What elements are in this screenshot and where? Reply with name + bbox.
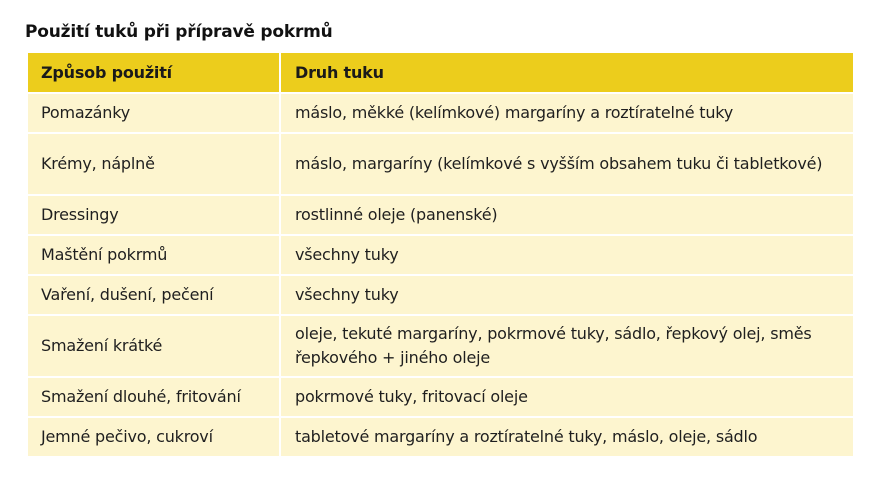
table-title: Použití tuků při přípravě pokrmů bbox=[25, 22, 333, 42]
fat-cell: rostlinné oleje (panenské) bbox=[281, 196, 853, 236]
method-cell: Dressingy bbox=[28, 196, 281, 236]
method-cell: Smažení dlouhé, fritování bbox=[28, 378, 281, 418]
table-row bbox=[28, 276, 853, 316]
table-row bbox=[28, 94, 853, 134]
table-header-row bbox=[28, 53, 853, 94]
header-fat-type: Druh tuku bbox=[281, 53, 853, 94]
method-cell: Smažení krátké bbox=[28, 316, 281, 378]
table-row bbox=[28, 316, 853, 378]
header-method: Způsob použití bbox=[28, 53, 281, 94]
fat-cell: tabletové margaríny a roztíratelné tuky, máslo, oleje, sádlo bbox=[281, 418, 853, 456]
table-row bbox=[28, 196, 853, 236]
fat-cell: oleje, tekuté margaríny, pokrmové tuky, sádlo, řepkový olej, směs řepkového + jiného oleje bbox=[281, 316, 853, 378]
table-row bbox=[28, 134, 853, 196]
fat-cell: všechny tuky bbox=[281, 276, 853, 316]
table-row bbox=[28, 378, 853, 418]
table-row bbox=[28, 418, 853, 456]
method-cell: Maštění pokrmů bbox=[28, 236, 281, 276]
fat-cell: pokrmové tuky, fritovací oleje bbox=[281, 378, 853, 418]
method-cell: Jemné pečivo, cukroví bbox=[28, 418, 281, 456]
method-cell: Krémy, náplně bbox=[28, 134, 281, 196]
fat-cell: všechny tuky bbox=[281, 236, 853, 276]
fat-cell: máslo, margaríny (kelímkové s vyšším obsahem tuku či tabletkové) bbox=[281, 134, 853, 196]
method-cell: Vaření, dušení, pečení bbox=[28, 276, 281, 316]
fat-cell: máslo, měkké (kelímkové) margaríny a roztíratelné tuky bbox=[281, 94, 853, 134]
fat-usage-table bbox=[28, 53, 853, 456]
table-row bbox=[28, 236, 853, 276]
method-cell: Pomazánky bbox=[28, 94, 281, 134]
